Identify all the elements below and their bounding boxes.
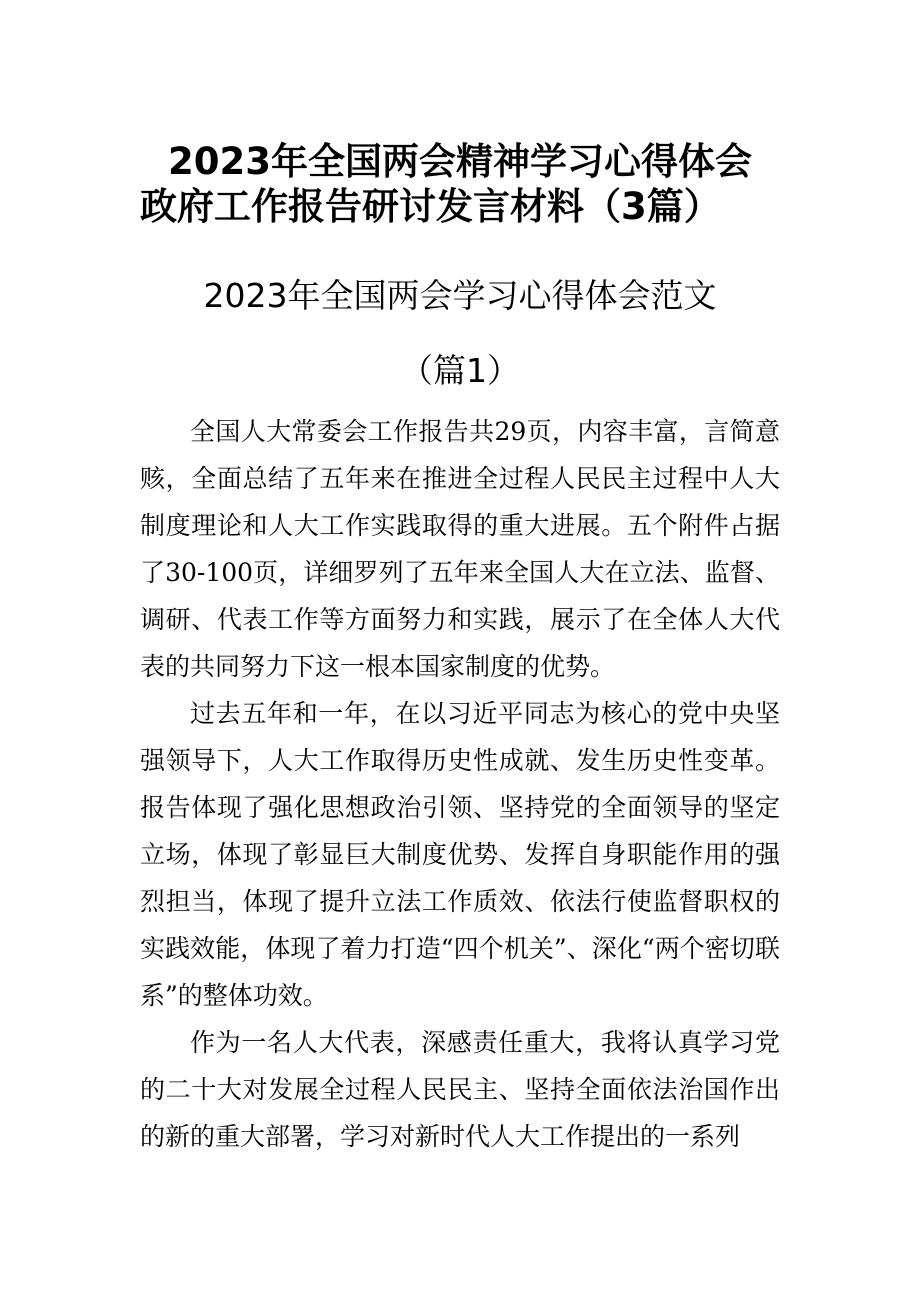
paragraph-2: 过去五年和一年，在以习近平同志为核心的党中央坚强领导下，人大工作取得历史性成就、发生历史性变革。报告体现了强化思想政治引领、坚持党的全面领导的坚定立场，体现了彰显巨大制度优势、发挥自身职能作用的强烈担当，体现了提升立法工作质效、依法行使监督职权的实践效能，体现了着力打造“四个机关”、深化“两个密切联系”的整体功效。 <box>140 699 780 1010</box>
document-title-line-2: 政府工作报告研讨发言材料（3篇） <box>140 185 721 228</box>
section-number: （篇1） <box>400 351 520 390</box>
paragraph-3: 作为一名人大代表，深感责任重大，我将认真学习党的二十大对发展全过程人民民主、坚持全面依法治国作出的新的重大部署，学习对新时代人大工作提出的一系列 <box>140 1028 780 1151</box>
document-body <box>140 408 780 1160</box>
paragraph-1: 全国人大常委会工作报告共29页，内容丰富，言简意赅，全面总结了五年来在推进全过程人民民主过程中人大制度理论和人大工作实践取得的重大进展。五个附件占据了30-100页，详细罗列了五年来全国人大在立法、监督、调研、代表工作等方面努力和实践，展示了在全体人大代表的共同努力下这一根本国家制度的优势。 <box>140 417 780 681</box>
document-title-line-1: 2023年全国两会精神学习心得体会 <box>168 140 752 183</box>
section-title: 2023年全国两会学习心得体会范文 <box>203 276 717 315</box>
